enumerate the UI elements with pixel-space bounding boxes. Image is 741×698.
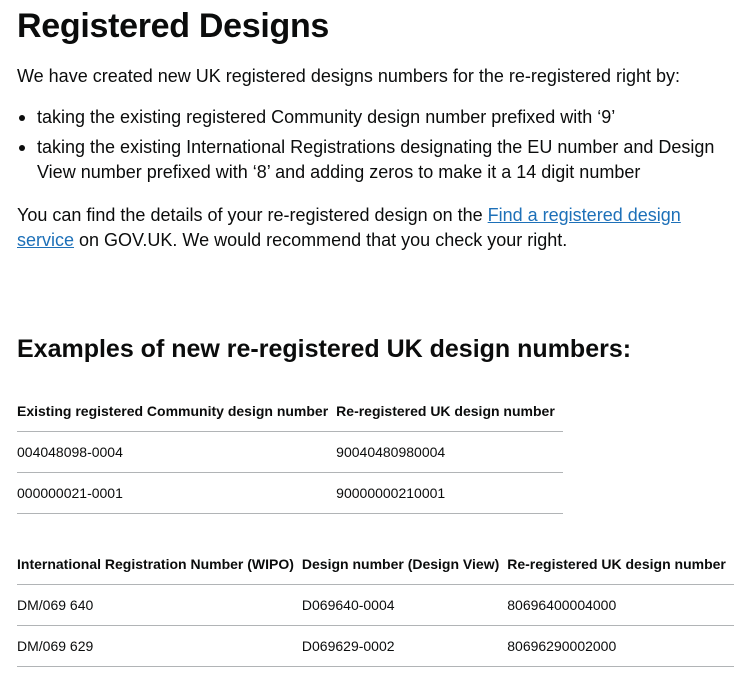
table-row [17,473,563,514]
international-registration-table [17,544,734,667]
table-cell: D069640-0004 [302,585,507,626]
table-row [17,585,734,626]
table-cell: 80696400004000 [507,585,734,626]
bullet-text: taking the existing International Registrations designating the EU number and Design View number prefixed with ‘8’ and adding zeros to make it a 14 digit number [37,137,715,182]
bullet-list [17,105,737,185]
table-row [17,432,563,473]
table-cell: DM/069 640 [17,585,302,626]
community-design-table [17,391,563,514]
bullet-icon [19,115,25,121]
find-registered-design-link[interactable]: Find a registered design service [17,205,681,250]
table-cell: 000000021-0001 [17,473,336,514]
details-text-start: You can find the details of your re-registered design on the [17,205,488,225]
details-paragraph [17,203,737,253]
details-text-end: on GOV.UK. We would recommend that you check your right. [74,230,568,250]
table-header-row [17,544,734,585]
table-row [17,626,734,667]
bullet-item [17,105,737,130]
bullet-text: taking the existing registered Community design number prefixed with ‘9’ [37,107,616,127]
page-title: Registered Designs [17,7,330,45]
column-header: Design number (Design View) [302,544,507,585]
page-content [17,0,737,667]
table-header-row [17,391,563,432]
examples-heading: Examples of new re-registered UK design numbers: [17,335,632,363]
table-cell: D069629-0002 [302,626,507,667]
table-cell: DM/069 629 [17,626,302,667]
intro-text: We have created new UK registered designs numbers for the re-registered right by: [17,66,680,86]
table-cell: 004048098-0004 [17,432,336,473]
table-cell: 90040480980004 [336,432,563,473]
bullet-icon [19,145,25,151]
bullet-item [17,135,737,185]
column-header: International Registration Number (WIPO) [17,544,302,585]
table-cell: 90000000210001 [336,473,563,514]
column-header: Re-registered UK design number [336,391,563,432]
column-header: Re-registered UK design number [507,544,734,585]
table-cell: 80696290002000 [507,626,734,667]
column-header: Existing registered Community design number [17,391,336,432]
